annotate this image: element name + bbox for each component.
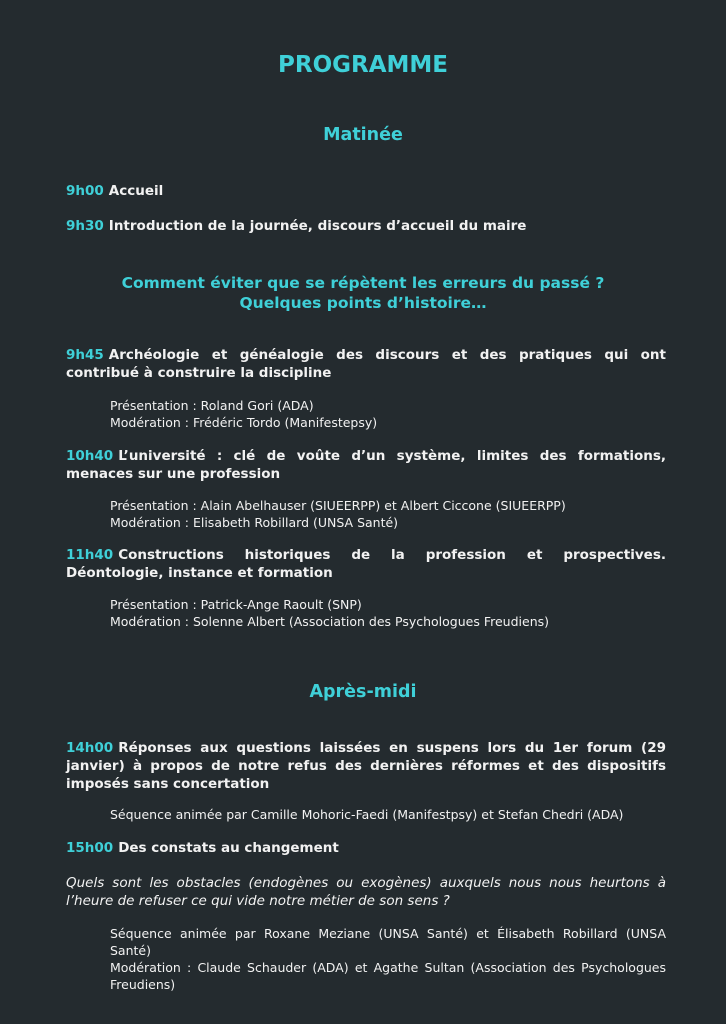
sequence-line: Séquence animée par Roxane Meziane (UNSA Santé) et Élisabeth Robillard (UNSA Santé) xyxy=(110,926,666,958)
agenda-time: 10h40 xyxy=(66,448,114,464)
presentation-line: Présentation : Alain Abelhauser (SIUEERPP) et Albert Ciccone (SIUEERPP) xyxy=(110,498,566,513)
session-speakers xyxy=(110,806,666,823)
agenda-text: Réponses aux questions laissées en suspens lors du 1er forum (29 janvier) à propos de notre refus des dernières réformes et des dispositifs imposés sans concertation xyxy=(66,740,666,792)
agenda-time: 14h00 xyxy=(66,740,114,756)
moderation-line: Modération : Elisabeth Robillard (UNSA Santé) xyxy=(110,515,399,530)
section-heading-morning: Matinée xyxy=(323,125,403,145)
session-speakers xyxy=(110,596,666,630)
agenda-text: Accueil xyxy=(108,183,164,199)
agenda-item-welcome xyxy=(66,182,666,200)
theme-title-line2: Quelques points d’histoire… xyxy=(239,294,487,312)
moderation-line: Modération : Solenne Albert (Association des Psychologues Freudiens) xyxy=(110,614,550,629)
presentation-line: Présentation : Patrick-Ange Raoult (SNP) xyxy=(110,597,362,612)
agenda-text: Constructions historiques de la profession et prospectives. Déontologie, instance et formation xyxy=(66,547,666,581)
moderation-line: Modération : Claude Schauder (ADA) et Agathe Sultan (Association des Psychologues Freudiens) xyxy=(110,960,666,992)
session-speakers xyxy=(110,925,666,993)
sequence-line: Séquence animée par Camille Mohoric-Faedi (Manifestpsy) et Stefan Chedri (ADA) xyxy=(110,807,624,822)
presentation-line: Présentation : Roland Gori (ADA) xyxy=(110,398,314,413)
page-title: PROGRAMME xyxy=(278,52,448,78)
agenda-time: 9h00 xyxy=(66,183,104,199)
section-heading-afternoon: Après-midi xyxy=(309,682,417,702)
agenda-text: Archéologie et généalogie des discours et des pratiques qui ont contribué à construire la discipline xyxy=(66,347,666,381)
agenda-text: L’université : clé de voûte d’un système, limites des formations, menaces sur une profession xyxy=(66,448,666,482)
session-speakers xyxy=(110,497,666,531)
agenda-item-introduction xyxy=(66,217,666,235)
session-speakers xyxy=(110,397,666,431)
agenda-time: 9h30 xyxy=(66,218,104,234)
agenda-item-archeologie xyxy=(66,346,666,382)
agenda-item-reponses xyxy=(66,739,666,793)
agenda-item-constats xyxy=(66,839,666,857)
moderation-line: Modération : Frédéric Tordo (Manifestepsy) xyxy=(110,415,378,430)
agenda-item-universite xyxy=(66,447,666,483)
agenda-time: 9h45 xyxy=(66,347,104,363)
agenda-time: 11h40 xyxy=(66,547,114,563)
theme-title-line1: Comment éviter que se répètent les erreurs du passé ? xyxy=(121,274,605,292)
session-question: Quels sont les obstacles (endogènes ou exogènes) auxquels nous nous heurtons à l’heure de refuser ce qui vide notre métier de son sens ? xyxy=(66,875,666,909)
agenda-text: Des constats au changement xyxy=(118,840,339,856)
agenda-text: Introduction de la journée, discours d’accueil du maire xyxy=(108,218,527,234)
agenda-item-constructions xyxy=(66,546,666,582)
theme-title xyxy=(0,273,726,313)
agenda-time: 15h00 xyxy=(66,840,114,856)
